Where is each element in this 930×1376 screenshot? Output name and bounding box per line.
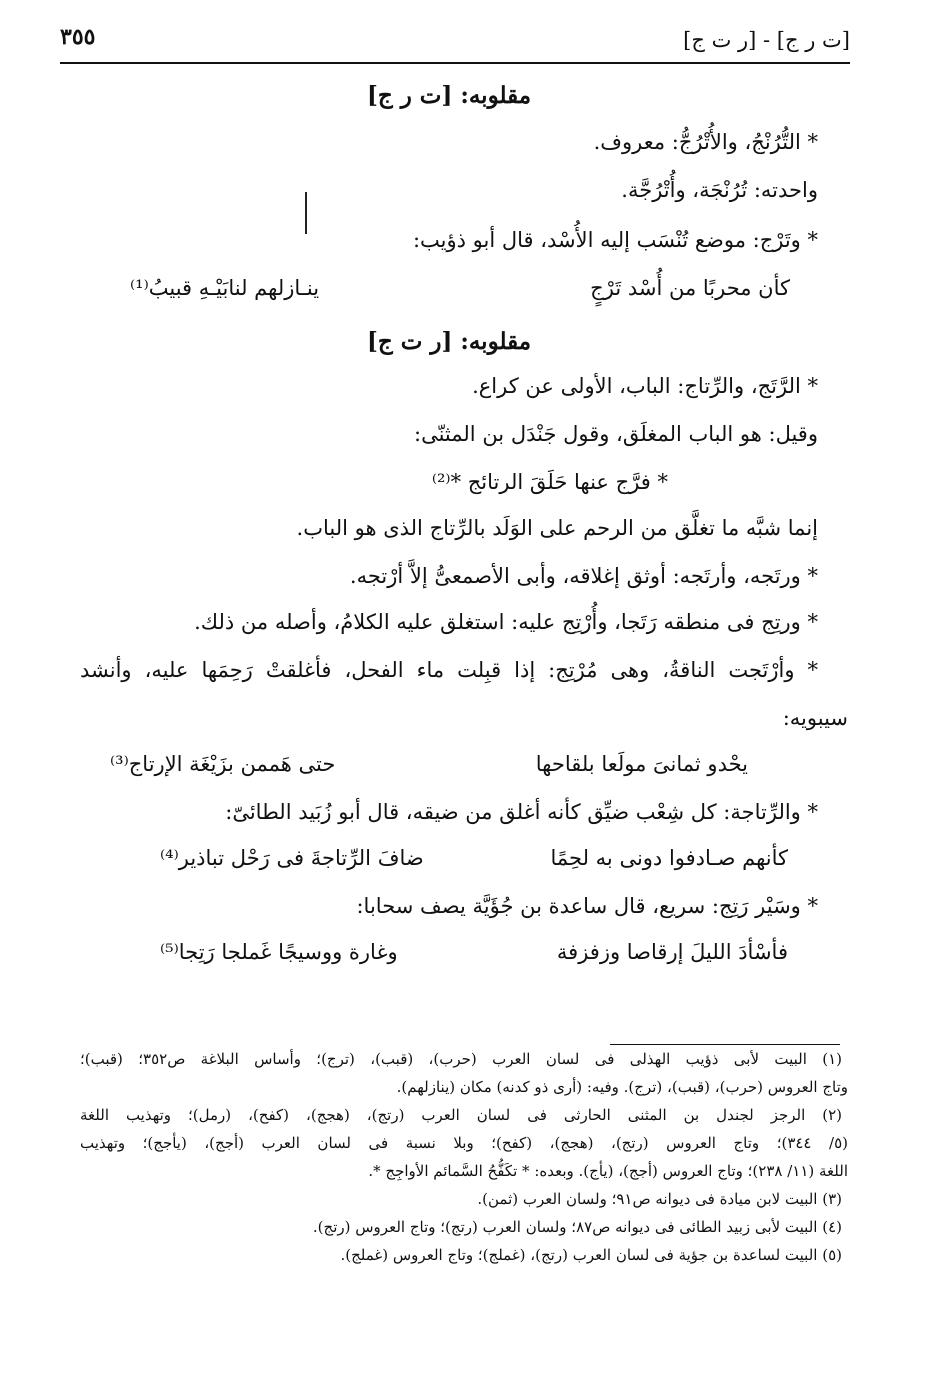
- verse-hemistich-second: ضافَ الرِّتاجةَ فى رَحْل تباذير⁽⁴⁾: [160, 846, 424, 870]
- page-header: [60, 22, 850, 62]
- verse-hemistich-second: ينـازلهم لنابَيْـهِ قبيبُ⁽¹⁾: [130, 276, 320, 300]
- verse-hemistich-first: كأن محربًا من أُسْد تَرْجٍ: [590, 276, 790, 300]
- entry-line: * وسَيْر رَتِج: سريع، قال ساعدة بن جُؤَيَّة يصف سحابا:: [356, 894, 818, 918]
- entry-line: * ورتَجه، وأرتَجه: أوثق إغلاقه، وأبى الأصمعىُّ إلاَّ أرْتجه.: [349, 564, 818, 588]
- entry-line: * ورتِج فى منطقه رَتَجا، وأُرْتِج عليه: استغلق عليه الكلامُ، وأصله من ذلك.: [194, 610, 818, 634]
- entry-line: وقيل: هو الباب المغلَق، وقول جَنْدَل بن المثنّى:: [414, 422, 818, 446]
- page-number: ٣٥٥: [60, 24, 96, 50]
- verse-hemistich-first: فأسْأدَ الليلَ إرقاصا وزفزفة: [556, 940, 788, 964]
- running-head: [ت ر ج] - [ر ت ج]: [683, 28, 850, 52]
- footnote-line: (٥) البيت لساعدة بن جؤية فى لسان العرب (رتج)، (غملج)؛ وتاج العروس (غملج).: [340, 1246, 842, 1264]
- entry-line: * الرَّتَج، والرِّتاج: الباب، الأولى عن كراع.: [472, 374, 818, 398]
- entry-line: واحدته: تُرُنْجَة، وأُتْرُجَّة.: [621, 178, 818, 202]
- footnote-line: (٢) الرجز لجندل بن المثنى الحارثى فى لسان العرب (رتج)، (هجج)، (كفح)، (رمل)؛ وتهذيب اللغة: [80, 1106, 842, 1124]
- entry-line: إنما شبَّه ما تغلَّق من الرحم على الوَلَد بالرِّتاج الذى هو الباب.: [296, 516, 818, 540]
- verse-hemistich-first: كأنهم صـادفوا دونى به لحِمًا: [550, 846, 788, 870]
- entry-line: * وتَرْج: موضع تُنْسَب إليه الأُسْد، قال أبو ذؤيب:: [412, 228, 818, 252]
- entry-line: * التُّرُنْجُ، والأُتْرُجُّ: معروف.: [593, 130, 818, 154]
- footnote-line: (١) البيت لأبى ذؤيب الهذلى فى لسان العرب (حرب)، (قبب)، (ترج)؛ وأساس البلاغة ص٣٥٢؛ (قبب)؛: [80, 1050, 843, 1068]
- verse-hemistich-first: يحْدو ثمانىَ مولَعا بلقاحها: [535, 752, 748, 776]
- entry-line: * والرِّتاجة: كل شِعْب ضيِّق كأنه أغلق من ضيقه، قال أبو زُبَيد الطائىّ:: [225, 800, 818, 824]
- section-heading-trj: مقلوبه: [ت ر ج]: [366, 82, 532, 109]
- text-cursor: [305, 192, 307, 234]
- footnote-line: (٤) البيت لأبى زبيد الطائى فى ديوانه ص٨٧؛ ولسان العرب (رتج)؛ وتاج العروس (رتج).: [312, 1218, 842, 1236]
- verse-hemistich-second: حتى هَممن بزَيْغَة الإرتاج⁽³⁾: [110, 752, 336, 776]
- footnote-rule: [610, 1044, 840, 1045]
- footnote-line: اللغة (١١/ ٢٣٨)؛ وتاج العروس (أجج)، (يأج). وبعده: * تكَفُّحُ السَّمائم الأواجِج *.: [368, 1162, 848, 1180]
- entry-line: سيبويه:: [782, 706, 848, 730]
- verse-hemistich-second: وغارة ووسيجًا غَملجا رَتِجا⁽⁵⁾: [160, 940, 398, 964]
- footnote-line: (٣) البيت لابن ميادة فى ديوانه ص٩١؛ ولسان العرب (ثمن).: [477, 1190, 842, 1208]
- footnote-line: (٥/ ٣٤٤)؛ وتاج العروس (رتج)، (هجج)، (كفح)؛ وبلا نسبة فى لسان العرب (أجج)، (يأجج)؛ وتهذيب: [80, 1134, 848, 1152]
- header-rule: [60, 62, 850, 64]
- section-heading-rtj: مقلوبه: [ر ت ج]: [366, 328, 532, 355]
- rajaz-line: * فرَّج عنها حَلَقَ الرتائج *⁽²⁾: [431, 470, 668, 494]
- footnote-line: وتاج العروس (حرب)، (قبب)، (ترج). وفيه: (أرى ذو كدنه) مكان (ينازلهم).: [396, 1078, 848, 1096]
- entry-line: * وأرْتَجت الناقةُ، وهى مُرْتِج: إذا قبِلت ماء الفحل، فأغلقتْ رَحِمَها عليه، وأنشد: [80, 658, 818, 682]
